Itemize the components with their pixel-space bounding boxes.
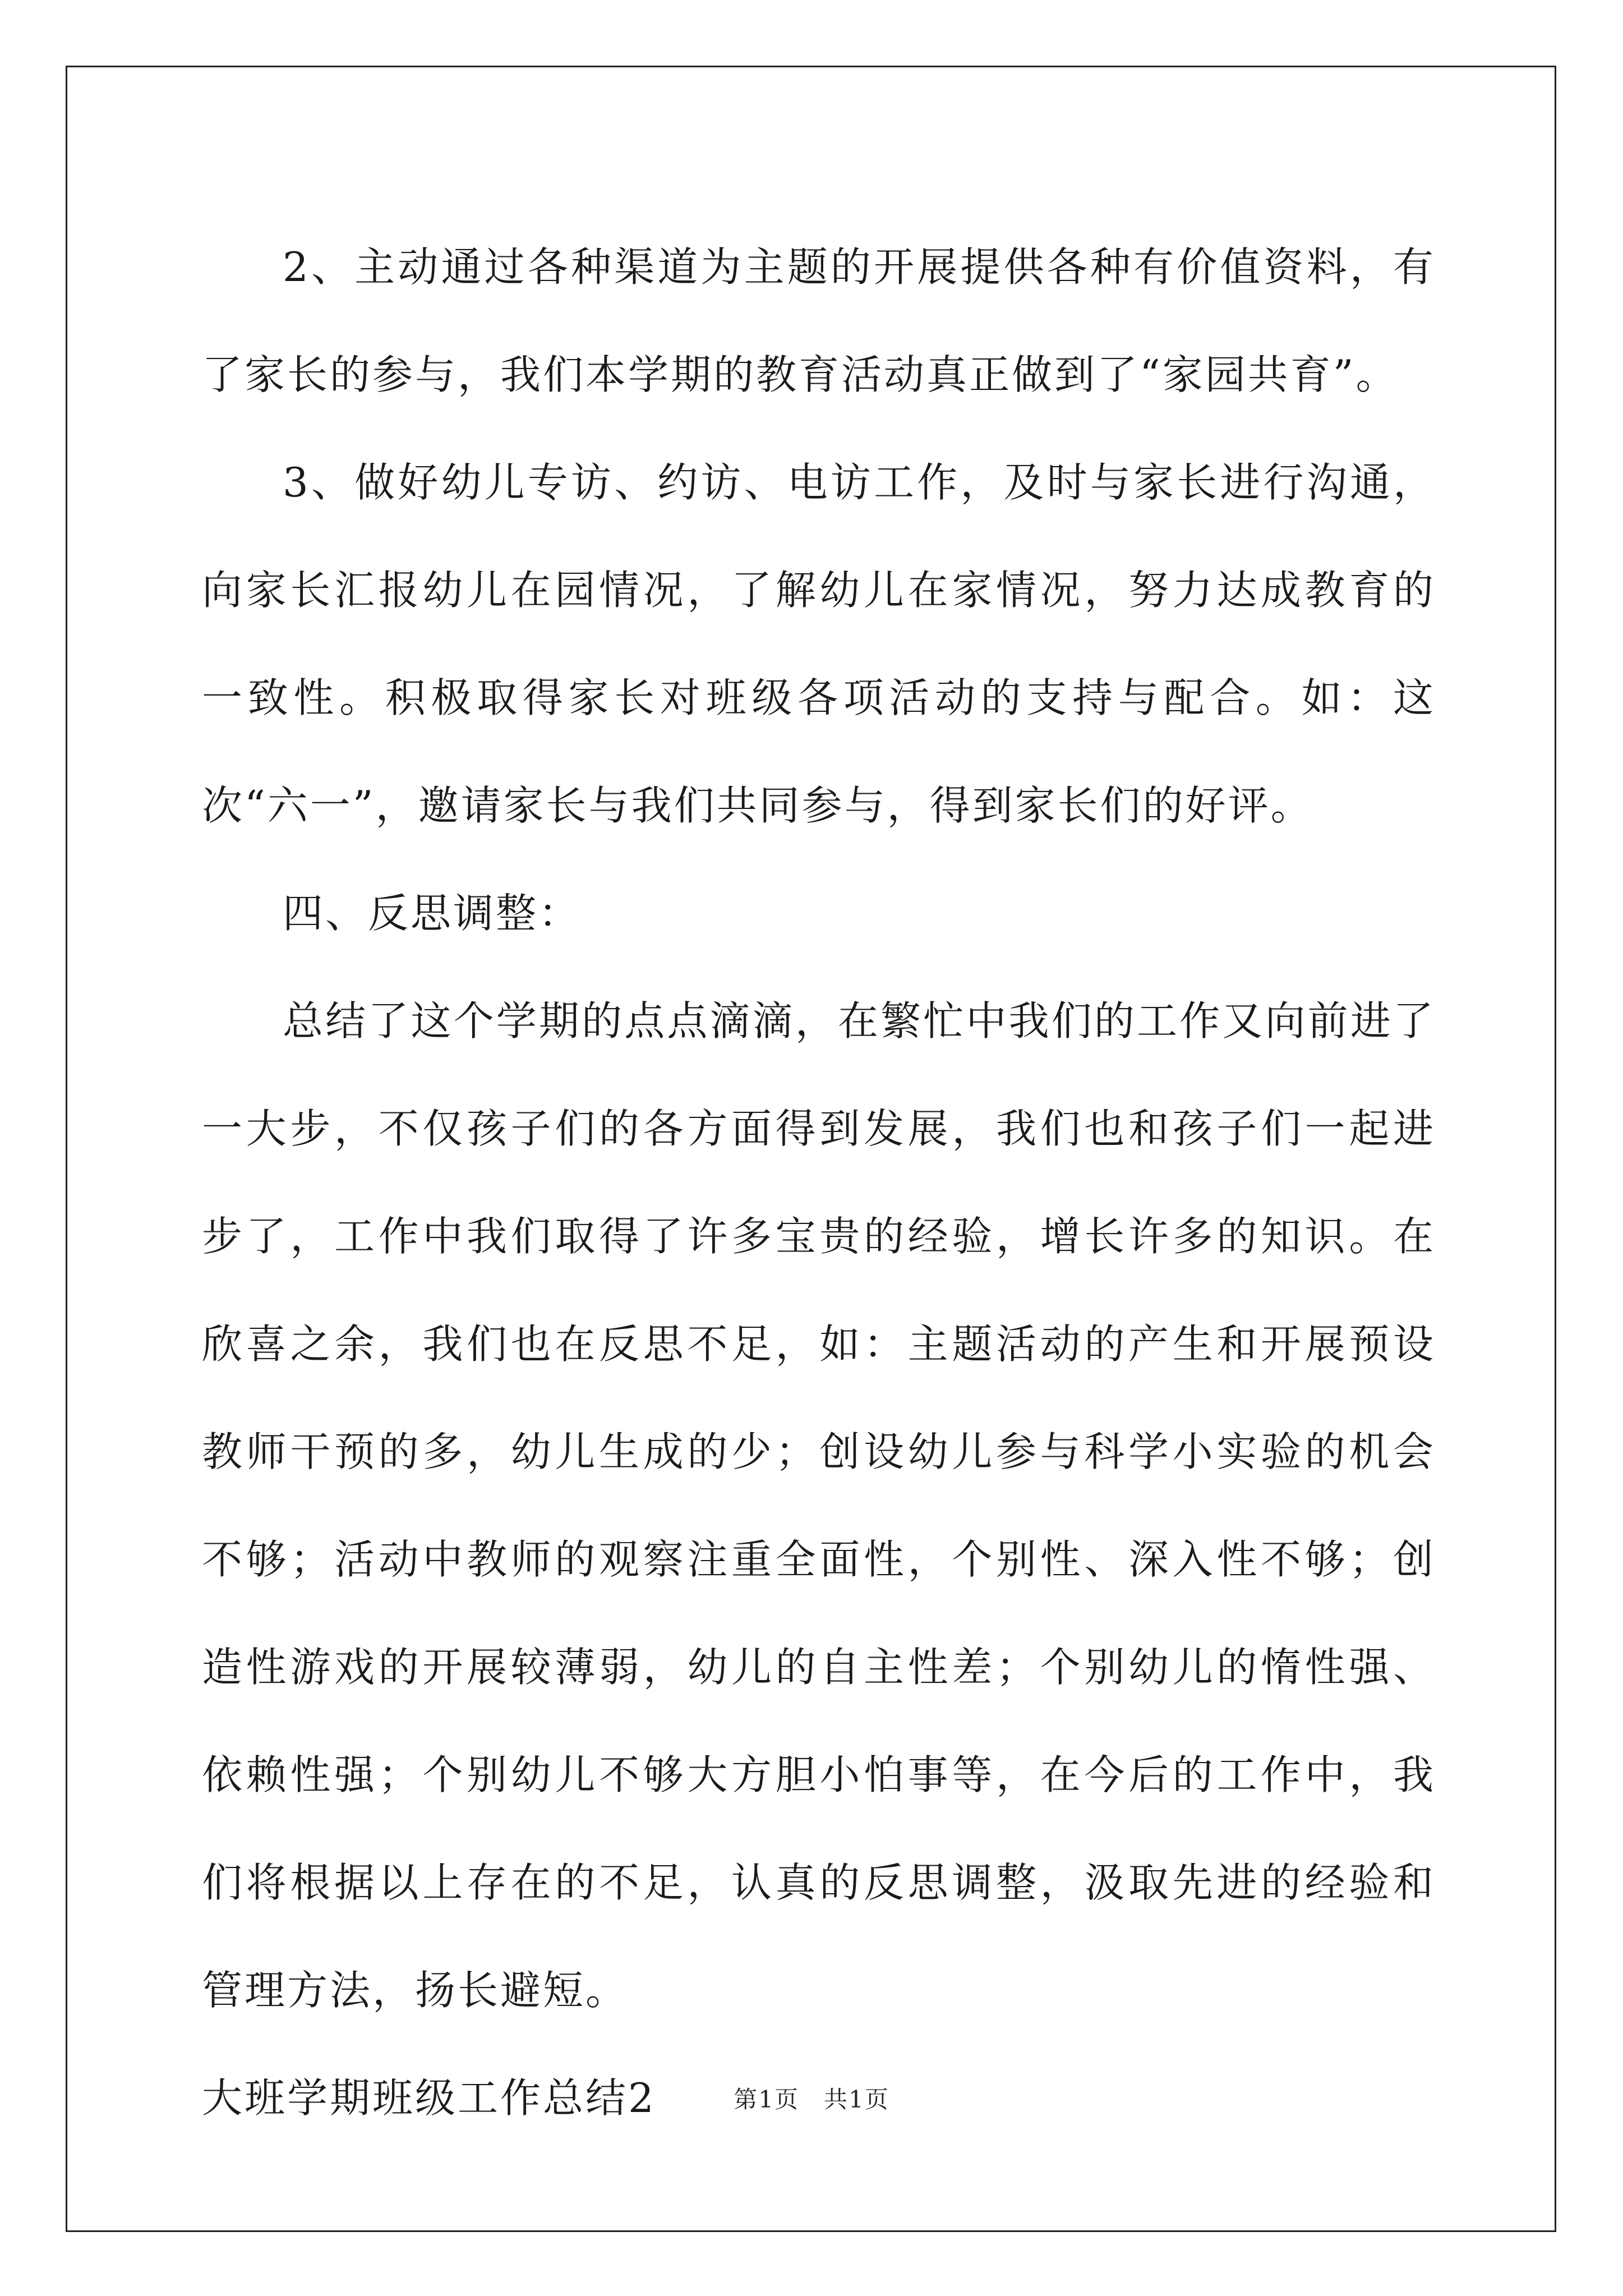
document-title: 大班学期班级工作总结2 [202,2074,656,2122]
paragraph-item-3: 3、做好幼儿专访、约访、电访工作，及时与家长进行沟通，向家长汇报幼儿在园情况，了解幼儿在家情况，努力达成教育的一致性。积极取得家长对班级各项活动的支持与配合。如：这次“六一”，邀请家长与我们共同参与，得到家长们的好评。 [202,459,1436,829]
paragraph-reflection: 总结了这个学期的点点滴滴，在繁忙中我们的工作又向前进了一大步，不仅孩子们的各方面得到发展，我们也和孩子们一起进步了，工作中我们取得了许多宝贵的经验，增长许多的知识。在欣喜之余，我们也在反思不足，如：主题活动的产生和开展预设教师干预的多，幼儿生成的少；创设幼儿参与科学小实验的机会不够；活动中教师的观察注重全面性，个别性、深入性不够；创造性游戏的开展较薄弱，幼儿的自主性差；个别幼儿的惰性强、依赖性强；个别幼儿不够大方胆小怕事等，在今后的工作中，我们将根据以上存在的不足，认真的反思调整，汲取先进的经验和管理方法，扬长避短。 [202,997,1436,2014]
document-body [202,213,1436,2152]
section-heading-reflection: 四、反思调整： [283,890,582,937]
page-footer: 第1页 共1页 [734,2086,889,2113]
paragraph-item-2: 2、主动通过各种渠道为主题的开展提供各种有价值资料，有了家长的参与，我们本学期的教育活动真正做到了“家园共育”。 [202,243,1436,398]
